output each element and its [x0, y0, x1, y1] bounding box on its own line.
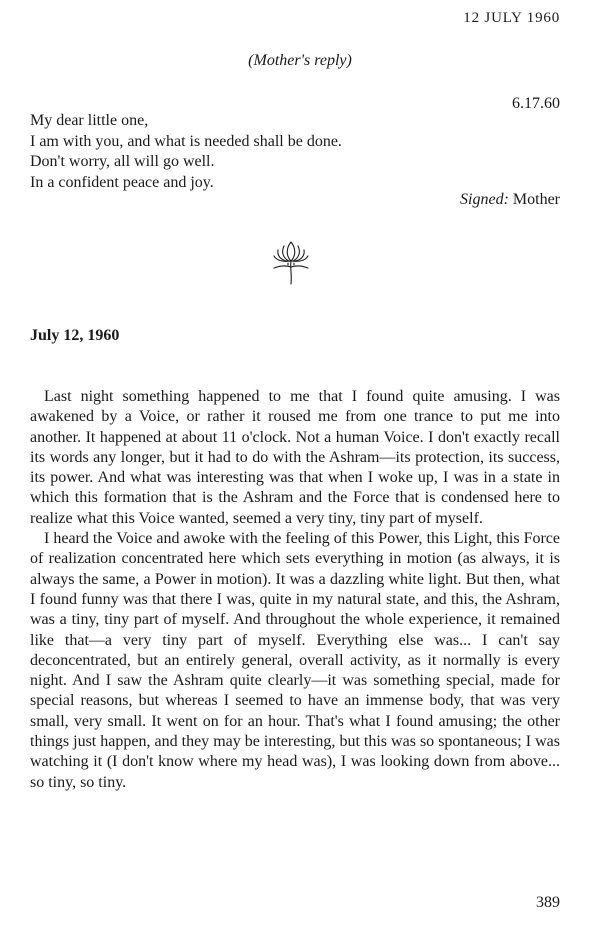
signature	[460, 191, 560, 209]
letter-line: Don't worry, all will go well.	[30, 153, 215, 170]
letter-line: I am with you, and what is needed shall be done.	[30, 132, 342, 150]
letter-subtitle: (Mother's reply)	[248, 52, 352, 69]
signature-name: Mother	[512, 191, 560, 208]
paragraph: Last night something happened to me that I found quite amusing. I was awakened by a Voice, or rather it roused me from one trance to put me into another. It happened at about 11 o'clock. Not a human Voice. I don't exactly recall its words any longer, but it had to do with the Ashram—its protection, its success, its power. And what was interesting was that when I woke up, I was in a state in which this formation that is the Ashram and the Force that is condensed here to realize what this Voice wanted, seemed a very tiny, tiny part of myself.	[30, 388, 560, 527]
letter-date: 6.17.60	[512, 95, 560, 112]
main-text	[30, 387, 560, 793]
page-number: 389	[536, 894, 560, 911]
letter-line: My dear little one,	[30, 112, 149, 129]
lotus-flower-icon	[262, 234, 320, 292]
running-head: 12 JULY 1960	[463, 10, 560, 26]
section-heading: July 12, 1960	[30, 327, 120, 344]
paragraph: I heard the Voice and awoke with the feeling of this Power, this Light, this Force of realization concentrated here which sets everything in motion (as always, it is always the same, a Power in motion). It was a dazzling white light. But then, what I found funny was that there I was, quite in my natural state, and this, the Ashram, was a tiny, tiny part of myself. And throughout the whole experience, it remained like that—a very tiny part of myself. Everything else was... I can't say deconcentrated, but an entirely general, overall activity, as it normally is every night. And I saw the Ashram quite clearly—it was something special, made for special reasons, but whereas I seemed to have an immense body, that was very small, very small. It went on for an hour. That's what I found amusing; the other things just happen, and they may be interesting, but this was so spontaneous; I was watching it (I don't know where my head was), I was looking down from above... so tiny, so tiny.	[30, 530, 560, 791]
letter-line: In a confident peace and joy.	[30, 173, 214, 191]
signature-label: Signed:	[460, 191, 509, 208]
letter-body	[30, 111, 560, 193]
